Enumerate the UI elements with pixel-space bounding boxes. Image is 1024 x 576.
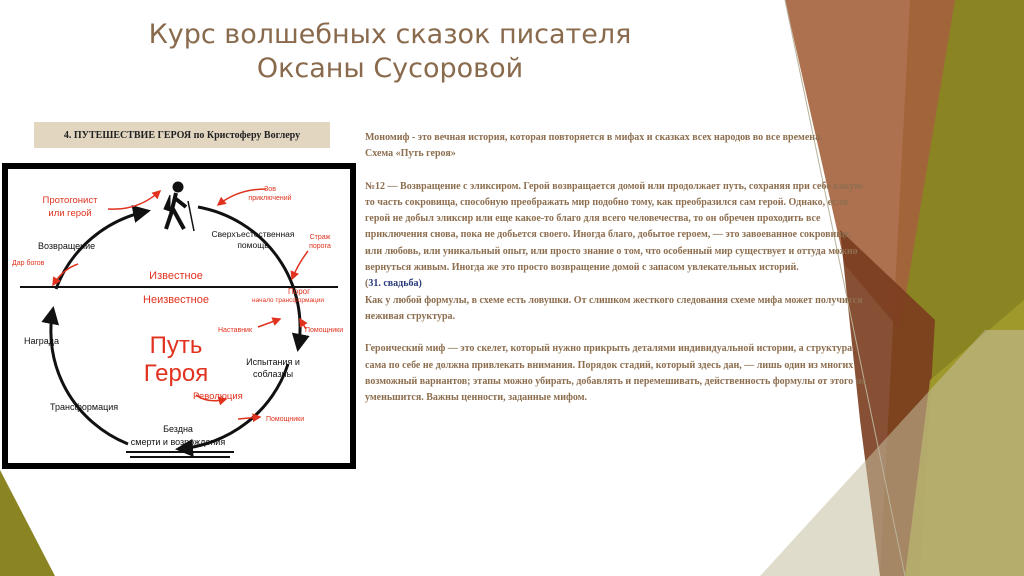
paragraph-heroic-myth: Героический миф — это скелет, который нужно прикрыть деталями индивидуальной истории, а структура сама по себе не должна привлекать внимания. Порядок стадий, который здесь дан, — лишь один из многих возможный вариантов; этапы можно убирать, добавлять и перемешивать, действенность формулы от этого не уменьшится. Важны ценности, заданные мифом. (365, 343, 866, 404)
label-supernatural-1: Сверхъестественная (211, 229, 295, 239)
label-call-1: Зов (264, 186, 276, 193)
wedding-accent: 31. свадьба) (368, 278, 422, 290)
label-protagonist-1: Протогонист (42, 195, 98, 206)
label-unknown: Неизвестное (143, 294, 209, 306)
label-trials-2: соблазны (252, 369, 294, 379)
label-threshold: Порог (288, 287, 311, 296)
label-trials-1: Испытания и (246, 357, 300, 367)
hero-journey-diagram (2, 163, 356, 469)
label-supernatural-2: помощь (237, 240, 269, 250)
label-reward: Награда (24, 336, 60, 346)
title-line-2: Оксаны Сусоровой (256, 53, 524, 84)
label-abyss-1: Бездна (163, 424, 193, 434)
paragraph-return-elixir: №12 — Возвращение с эликсиром. Герой возвращается домой или продолжает путь, сохраняя при себе какую-то часть сокровища, способную преображать мир подобно тому, как преобразился сам герой. Однако, если герой не добыл эликсир или еще какое-то благо для всего человечества, то он обречен проходить все приключения снова, пока не добьется своего. Иногда благо, добытое героем, — это завоеванное сокровище, или любовь, или уникальный опыт, или просто знание о том, что особенный мир существует и оттуда можно вернуться живым. Иногда же это просто возвращение домой с запасом увлекательных историй. (365, 180, 866, 274)
paragraph-traps: Как у любой формулы, в схеме есть ловушки. От слишком жесткого следования схеме мифа может получится неживая структура. (365, 294, 863, 322)
hiker-icon (164, 182, 194, 231)
label-transformation-start: начало трансформации (252, 297, 325, 304)
title-line-1: Курс волшебных сказок писателя (148, 19, 632, 50)
label-guardian-1: Страж (309, 234, 331, 241)
label-abyss-2: смерти и возрождения (130, 437, 226, 447)
diagram-caption: 4. ПУТЕШЕСТВИЕ ГЕРОЯ по Кристоферу Воглеру (34, 122, 330, 148)
paragraph-monomyth: Мономиф - это вечная история, которая повторяется в мифах и сказках всех народов во все времена. (365, 132, 823, 143)
label-transformation: Трансформация (50, 402, 119, 412)
label-protagonist-2: или герой (48, 208, 92, 219)
label-helpers-2: Помощники (266, 416, 305, 423)
label-helpers: Помощники (305, 327, 344, 334)
text-body (365, 130, 870, 406)
label-path-2: Героя (143, 360, 209, 387)
label-call-2: приключений (248, 195, 292, 202)
slide-title (130, 18, 650, 86)
deco-olive-left (0, 470, 55, 576)
label-mentor: Наставник (218, 327, 253, 334)
label-guardian-2: порога (309, 243, 331, 250)
label-revolution: Революция (193, 391, 243, 402)
wedding-open: ( (365, 278, 369, 290)
abyss-lines (126, 452, 234, 457)
paragraph-wedding (365, 276, 870, 292)
label-path-1: Путь (149, 332, 203, 359)
label-gifts: Дар богов (12, 260, 45, 267)
paragraph-scheme: Схема «Путь героя» (365, 148, 456, 160)
label-known: Известное (149, 270, 203, 282)
label-return: Возвращение (38, 241, 96, 251)
